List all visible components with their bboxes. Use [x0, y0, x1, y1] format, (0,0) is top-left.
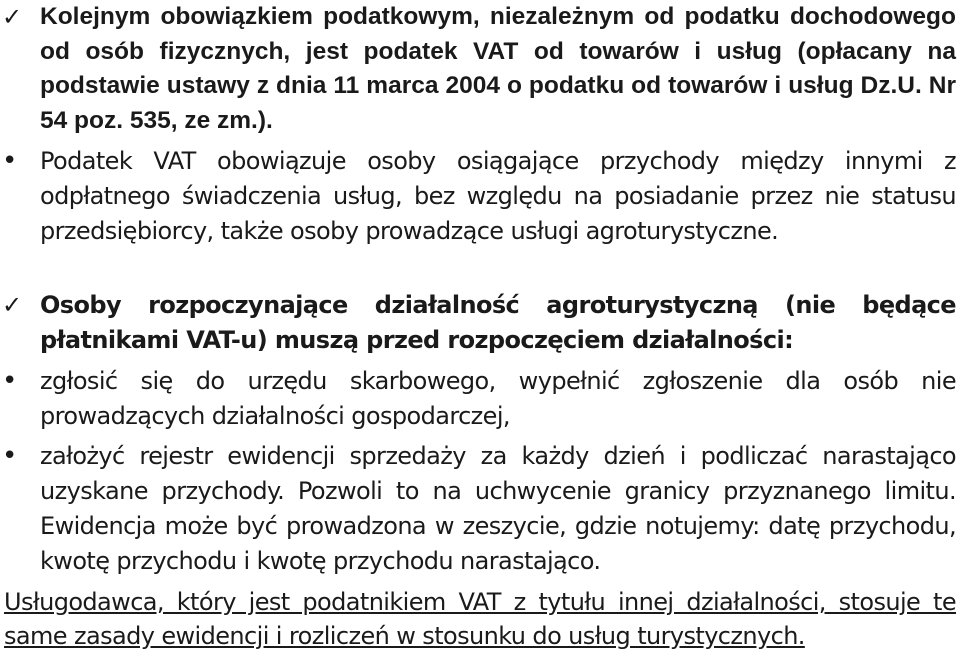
bullet-icon: •	[2, 366, 18, 396]
register-tax-office-text: zgłosić się do urzędu skarbowego, wypełnić zgłoszenie dla osób nie prowadzących działalności gospodarczej,	[40, 367, 956, 430]
bullet-icon: •	[2, 441, 18, 471]
checkmark-icon: ✓	[2, 291, 23, 319]
vat-payer-note: Usługodawca, który jest podatnikiem VAT z tytułu innej działalności, stosuje te same zasady ewidencji i rozliczeń w stosunku do usług turystycznych.	[4, 588, 956, 650]
sales-register-text: założyć rejestr ewidencji sprzedaży za każdy dzień i podliczać narastająco uzyskane przychody. Pozwoli to na uchwycenie granicy przyznanego limitu. Ewidencja może być prowadzona w zeszycie, gdzie notujemy: datę przychodu, kwotę przychodu i kwotę przychodu narastająco.	[40, 442, 956, 575]
starting-business-text: Osoby rozpoczynające działalność agroturystyczną (nie będące płatnikami VAT-u) muszą przed rozpoczęciem działalności:	[40, 291, 956, 354]
bullet-icon: •	[2, 146, 18, 176]
vat-obligation-text: Kolejnym obowiązkiem podatkowym, niezależnym od podatku dochodowego od osób fizycznych, jest podatek VAT od towarów i usług (opłacany na podstawie ustawy z dnia 11 marca 2004 o podatku od towarów i usług Dz.U. Nr 54 poz. 535, ze zm.).	[40, 3, 956, 134]
checkmark-icon: ✓	[2, 3, 23, 31]
vat-applies-text: Podatek VAT obowiązuje osoby osiągające przychody między innymi z odpłatnego świadczenia usług, bez względu na posiadanie przez nie statusu przedsiębiorcy, także osoby prowadzące usługi agroturystyczne.	[40, 147, 956, 245]
